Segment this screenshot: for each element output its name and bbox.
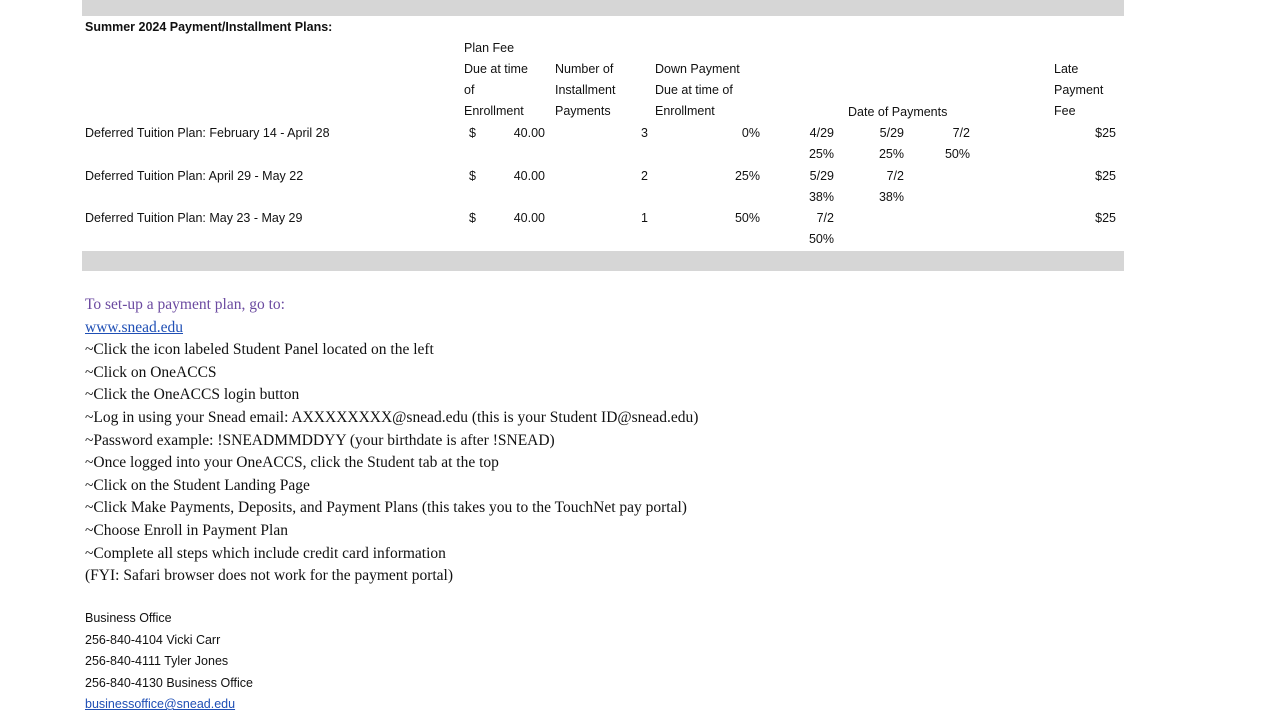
- instruction-step: ~Log in using your Snead email: AXXXXXXXX@snead.edu (this is your Student ID@snead.edu): [85, 408, 699, 426]
- header-plan-fee-2: Due at time: [464, 62, 528, 76]
- business-office: [85, 608, 253, 716]
- plan-percent-3: 50%: [944, 147, 970, 161]
- instruction-step: ~Complete all steps which include credit card information: [85, 544, 446, 562]
- header-installments-3: Payments: [555, 104, 611, 118]
- header-down-payment-1: Down Payment: [655, 62, 740, 76]
- plan-date-1: 7/2: [816, 211, 834, 225]
- plan-date-1: 4/29: [809, 126, 834, 140]
- website-link[interactable]: www.snead.edu: [85, 318, 183, 336]
- plan-fee-symbol: $: [469, 211, 476, 225]
- header-down-payment-3: Enrollment: [655, 104, 715, 118]
- instructions-heading: To set-up a payment plan, go to:: [85, 296, 285, 313]
- plan-percent-2: 25%: [878, 147, 904, 161]
- header-installments-2: Installment: [555, 83, 616, 97]
- plan-name: Deferred Tuition Plan: May 23 - May 29: [85, 211, 303, 225]
- instruction-note: (FYI: Safari browser does not work for the payment portal): [85, 567, 454, 585]
- instruction-step: ~Click on the Student Landing Page: [85, 476, 310, 494]
- plan-name: Deferred Tuition Plan: February 14 - April 28: [85, 126, 330, 140]
- plan-date-2: 5/29: [879, 126, 904, 140]
- plan-installments: 3: [641, 126, 648, 140]
- office-heading: Business Office: [85, 611, 172, 625]
- office-email-link[interactable]: businessoffice@snead.edu: [85, 697, 236, 711]
- instruction-step: ~Click Make Payments, Deposits, and Payment Plans (this takes you to the TouchNet pay portal): [85, 499, 687, 517]
- plan-percent-2: 38%: [878, 190, 904, 204]
- plan-late-fee: $25: [1095, 169, 1116, 183]
- office-contact: 256-840-4111 Tyler Jones: [85, 654, 229, 668]
- plan-percent-1: 38%: [808, 190, 834, 204]
- instruction-step: ~Click the OneACCS login button: [85, 386, 300, 404]
- page-title: Summer 2024 Payment/Installment Plans:: [85, 20, 333, 34]
- plan-percent-1: 50%: [808, 232, 834, 246]
- plan-down-payment: 25%: [734, 169, 760, 183]
- header-late-fee-1: Late: [1054, 62, 1079, 76]
- plan-late-fee: $25: [1095, 126, 1116, 140]
- plan-installments: 1: [641, 211, 648, 225]
- table-top-band: [82, 0, 1124, 16]
- header-plan-fee-3: of: [464, 83, 475, 97]
- plan-fee-amount: 40.00: [513, 211, 545, 225]
- office-contact: 256-840-4104 Vicki Carr: [85, 632, 221, 647]
- instruction-step: ~Click the icon labeled Student Panel located on the left: [85, 341, 434, 359]
- header-plan-fee-1: Plan Fee: [464, 41, 515, 55]
- plan-down-payment: 50%: [734, 211, 760, 225]
- table-bottom-band: [82, 251, 1124, 271]
- instructions: [85, 294, 698, 588]
- plan-installments: 2: [641, 169, 648, 183]
- plan-fee-symbol: $: [469, 169, 476, 183]
- header-dates: Date of Payments: [848, 105, 948, 119]
- plan-date-1: 5/29: [809, 169, 834, 183]
- instruction-step: ~Once logged into your OneACCS, click the Student tab at the top: [85, 454, 499, 472]
- instruction-step: ~Choose Enroll in Payment Plan: [85, 521, 288, 539]
- instruction-step: ~Password example: !SNEADMMDDYY (your birthdate is after !SNEAD): [85, 431, 555, 449]
- plan-fee-amount: 40.00: [513, 169, 545, 183]
- header-plan-fee-4: Enrollment: [464, 104, 524, 118]
- instruction-step: ~Click on OneACCS: [85, 363, 217, 381]
- plan-late-fee: $25: [1095, 211, 1116, 225]
- plan-date-3: 7/2: [952, 126, 970, 140]
- office-contact: 256-840-4130 Business Office: [85, 675, 253, 690]
- header-late-fee-3: Fee: [1054, 104, 1076, 118]
- plan-down-payment: 0%: [741, 126, 760, 140]
- header-late-fee-2: Payment: [1054, 83, 1104, 97]
- header-down-payment-2: Due at time of: [655, 83, 733, 97]
- plan-fee-amount: 40.00: [513, 126, 545, 140]
- header-installments-1: Number of: [555, 62, 614, 76]
- plan-date-2: 7/2: [886, 169, 904, 183]
- plan-fee-symbol: $: [469, 126, 476, 140]
- plan-percent-1: 25%: [808, 147, 834, 161]
- plan-name: Deferred Tuition Plan: April 29 - May 22: [85, 169, 304, 183]
